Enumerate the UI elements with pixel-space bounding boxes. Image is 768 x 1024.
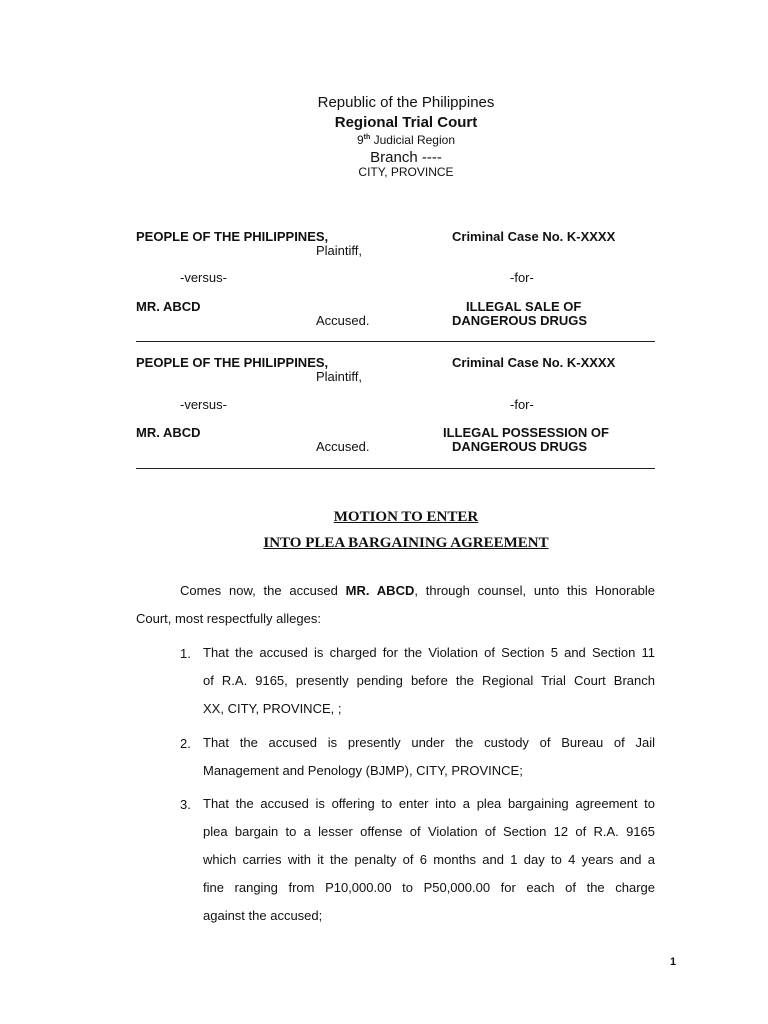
item-2-line: That the accused is presently under the custody of Bureau of Jail — [203, 735, 655, 750]
motion-title-line1: MOTION TO ENTER — [333, 509, 479, 525]
item-3-line: plea bargain to a lesser offense of Violation of Section 12 of R.A. 9165 — [203, 824, 655, 839]
judicial-region — [0, 133, 768, 147]
republic-line: Republic of the Philippines — [317, 94, 495, 111]
item-3-line: That the accused is offering to enter into a plea bargaining agreement to — [203, 796, 655, 811]
court-name: Regional Trial Court — [334, 114, 478, 131]
caption-1-for: -for- — [510, 270, 534, 285]
caption-1-party: PEOPLE OF THE PHILIPPINES, — [136, 229, 329, 244]
caption-2-charge-line2: DANGEROUS DRUGS — [452, 439, 588, 454]
caption-2-plaintiff: Plaintiff, — [316, 369, 363, 384]
item-2-text — [203, 729, 655, 785]
intro-paragraph — [136, 577, 655, 633]
caption-2-for: -for- — [510, 397, 534, 412]
caption-1-case-no: Criminal Case No. K-XXXX — [452, 229, 616, 244]
item-3-text — [203, 790, 655, 930]
caption-divider-1 — [136, 341, 655, 342]
intro-line-1 — [136, 577, 655, 605]
caption-1-accused-name: MR. ABCD — [136, 299, 201, 314]
caption-1-charge-line1: ILLEGAL SALE OF — [466, 299, 582, 314]
item-2-number: 2. — [180, 736, 191, 751]
intro-post: , through counsel, unto this Honorable — [414, 583, 656, 598]
caption-2-party: PEOPLE OF THE PHILIPPINES, — [136, 355, 329, 370]
item-3-line: against the accused; — [203, 908, 323, 923]
item-3-line: which carries with it the penalty of 6 months and 1 day to 4 years and a — [203, 852, 655, 867]
item-1-text — [203, 639, 655, 723]
caption-2-charge-line1: ILLEGAL POSSESSION OF — [443, 425, 609, 440]
caption-1-versus: -versus- — [180, 270, 227, 285]
region-suffix: th — [363, 134, 371, 141]
intro-pre: Comes now, the accused — [180, 583, 346, 598]
item-1-line: XX, CITY, PROVINCE, ; — [203, 701, 342, 716]
caption-2-case-no: Criminal Case No. K-XXXX — [452, 355, 616, 370]
accused-name-inline: MR. ABCD — [345, 583, 415, 598]
motion-title-line2: INTO PLEA BARGAINING AGREEMENT — [263, 535, 549, 551]
region-number: 9 — [356, 133, 364, 147]
city-province: CITY, PROVINCE — [358, 165, 454, 179]
region-text: Judicial Region — [370, 133, 455, 147]
item-1-line: That the accused is charged for the Violation of Section 5 and Section 11 — [203, 645, 655, 660]
caption-1-charge-line2: DANGEROUS DRUGS — [452, 313, 588, 328]
caption-1-accused-label: Accused. — [316, 313, 370, 328]
branch-line: Branch ---- — [370, 149, 442, 166]
item-1-number: 1. — [180, 646, 191, 661]
item-3-number: 3. — [180, 797, 191, 812]
caption-2-versus: -versus- — [180, 397, 227, 412]
caption-2-accused-name: MR. ABCD — [136, 425, 201, 440]
caption-divider-2 — [136, 468, 655, 469]
item-3-line: fine ranging from P10,000.00 to P50,000.00 for each of the charge — [203, 880, 655, 895]
item-2-line: Management and Penology (BJMP), CITY, PROVINCE; — [203, 763, 523, 778]
item-1-line: of R.A. 9165, presently pending before the Regional Trial Court Branch — [203, 673, 655, 688]
caption-1-plaintiff: Plaintiff, — [316, 243, 363, 258]
page-number: 1 — [670, 956, 677, 968]
intro-line-2: Court, most respectfully alleges: — [136, 611, 321, 626]
caption-2-accused-label: Accused. — [316, 439, 370, 454]
